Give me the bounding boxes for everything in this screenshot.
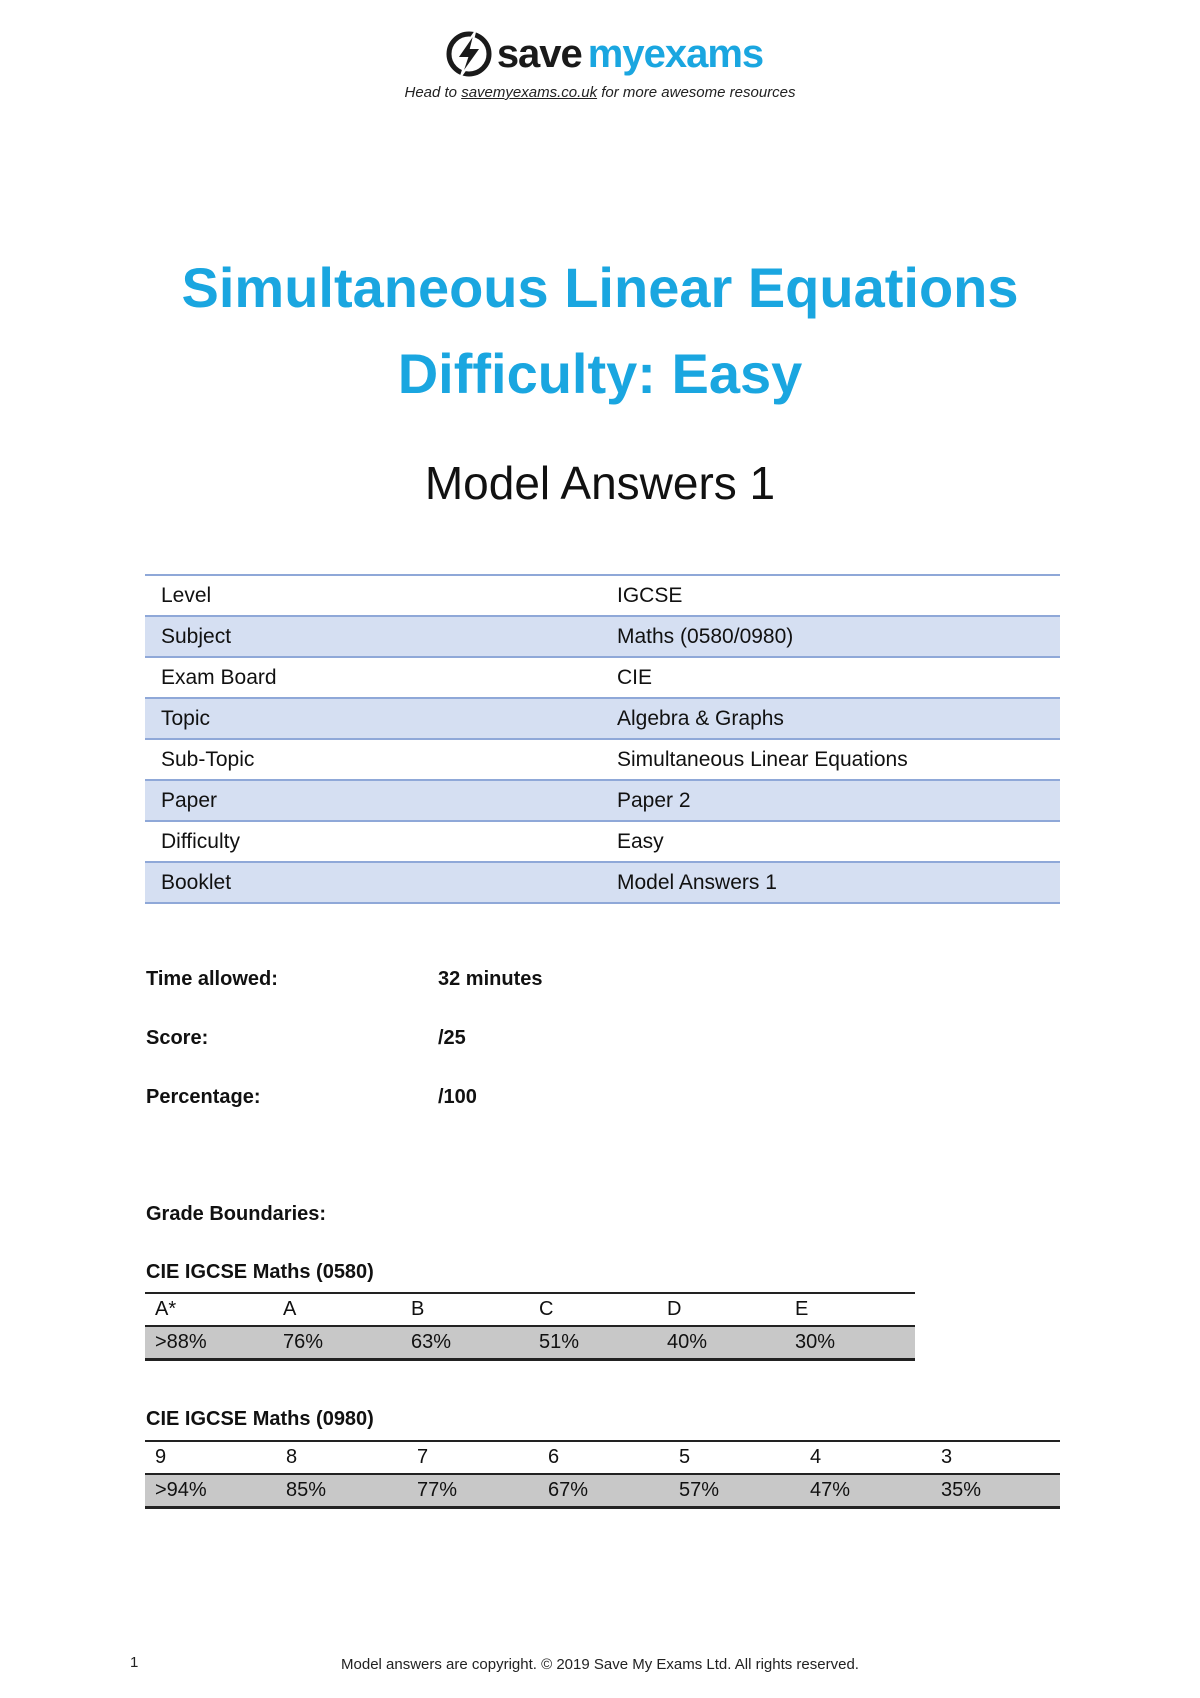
grade-header-row xyxy=(145,1293,915,1326)
time-allowed-value: 32 minutes xyxy=(438,968,543,990)
grade-table-0580-title: CIE IGCSE Maths (0580) xyxy=(146,1261,374,1283)
percent-cell: 77% xyxy=(407,1474,538,1508)
grade-cell: 7 xyxy=(407,1441,538,1474)
grade-cell: A* xyxy=(145,1293,273,1326)
percent-cell: 67% xyxy=(538,1474,669,1508)
info-row xyxy=(145,657,1060,698)
grade-table-0580 xyxy=(145,1292,915,1361)
document-subtitle: Model Answers 1 xyxy=(424,457,776,509)
percent-cell: 30% xyxy=(785,1326,915,1360)
save-my-exams-logo xyxy=(0,30,1200,78)
difficulty-title: Difficulty: Easy xyxy=(397,342,803,405)
grade-cell: 6 xyxy=(538,1441,669,1474)
percent-cell: 47% xyxy=(800,1474,931,1508)
grade-percent-row xyxy=(145,1474,1060,1508)
info-row xyxy=(145,575,1060,616)
info-value: Maths (0580/0980) xyxy=(601,616,1060,657)
grade-table-0980 xyxy=(145,1440,1060,1509)
grade-cell: C xyxy=(529,1293,657,1326)
info-row xyxy=(145,616,1060,657)
grade-boundaries-heading: Grade Boundaries: xyxy=(146,1203,327,1225)
lightning-bolt-icon xyxy=(445,30,493,78)
document-title: Simultaneous Linear Equations xyxy=(181,256,1019,319)
info-label: Booklet xyxy=(145,862,601,903)
percent-cell: >88% xyxy=(145,1326,273,1360)
logo-group xyxy=(445,30,763,78)
percent-cell: 63% xyxy=(401,1326,529,1360)
score-label: Score: xyxy=(146,1027,209,1049)
logo-save-text: save xyxy=(496,32,582,76)
logo-exams-text: exams xyxy=(643,32,764,76)
tagline-link[interactable]: savemyexams.co.uk xyxy=(461,84,598,101)
percent-cell: 57% xyxy=(669,1474,800,1508)
info-row xyxy=(145,780,1060,821)
grade-cell: B xyxy=(401,1293,529,1326)
info-value: Easy xyxy=(601,821,1060,862)
grade-cell: E xyxy=(785,1293,915,1326)
info-label: Difficulty xyxy=(145,821,601,862)
percent-cell: 35% xyxy=(931,1474,1060,1508)
grade-cell: 5 xyxy=(669,1441,800,1474)
percent-cell: 40% xyxy=(657,1326,785,1360)
grade-cell: 9 xyxy=(145,1441,276,1474)
logo-wordmark xyxy=(497,30,763,78)
info-label: Level xyxy=(145,575,601,616)
info-label: Sub-Topic xyxy=(145,739,601,780)
info-row xyxy=(145,821,1060,862)
percent-cell: >94% xyxy=(145,1474,276,1508)
copyright-footer: Model answers are copyright. © 2019 Save My Exams Ltd. All rights reserved. xyxy=(341,1656,859,1673)
percentage-label: Percentage: xyxy=(146,1086,261,1108)
info-table xyxy=(145,574,1060,904)
grade-table-0980-title: CIE IGCSE Maths (0980) xyxy=(146,1408,374,1430)
tagline xyxy=(0,84,1200,101)
info-value: Simultaneous Linear Equations xyxy=(601,739,1060,780)
percent-cell: 76% xyxy=(273,1326,401,1360)
grade-header-row xyxy=(145,1441,1060,1474)
info-value: Algebra & Graphs xyxy=(601,698,1060,739)
tagline-suffix: for more awesome resources xyxy=(597,84,796,101)
info-label: Exam Board xyxy=(145,657,601,698)
grade-cell: 8 xyxy=(276,1441,407,1474)
grade-cell: 4 xyxy=(800,1441,931,1474)
info-label: Paper xyxy=(145,780,601,821)
tagline-prefix: Head to xyxy=(404,84,462,101)
percent-cell: 51% xyxy=(529,1326,657,1360)
info-row xyxy=(145,739,1060,780)
percent-cell: 85% xyxy=(276,1474,407,1508)
grade-cell: 3 xyxy=(931,1441,1060,1474)
info-row xyxy=(145,862,1060,903)
info-value: Model Answers 1 xyxy=(601,862,1060,903)
grade-percent-row xyxy=(145,1326,915,1360)
info-value: Paper 2 xyxy=(601,780,1060,821)
percentage-value: /100 xyxy=(438,1086,477,1108)
page-number: 1 xyxy=(130,1654,139,1671)
info-label: Topic xyxy=(145,698,601,739)
info-row xyxy=(145,698,1060,739)
time-allowed-label: Time allowed: xyxy=(146,968,278,990)
grade-cell: A xyxy=(273,1293,401,1326)
score-value: /25 xyxy=(438,1027,466,1049)
info-value: IGCSE xyxy=(601,575,1060,616)
grade-cell: D xyxy=(657,1293,785,1326)
logo-my-text: my xyxy=(587,32,644,76)
info-label: Subject xyxy=(145,616,601,657)
info-value: CIE xyxy=(601,657,1060,698)
